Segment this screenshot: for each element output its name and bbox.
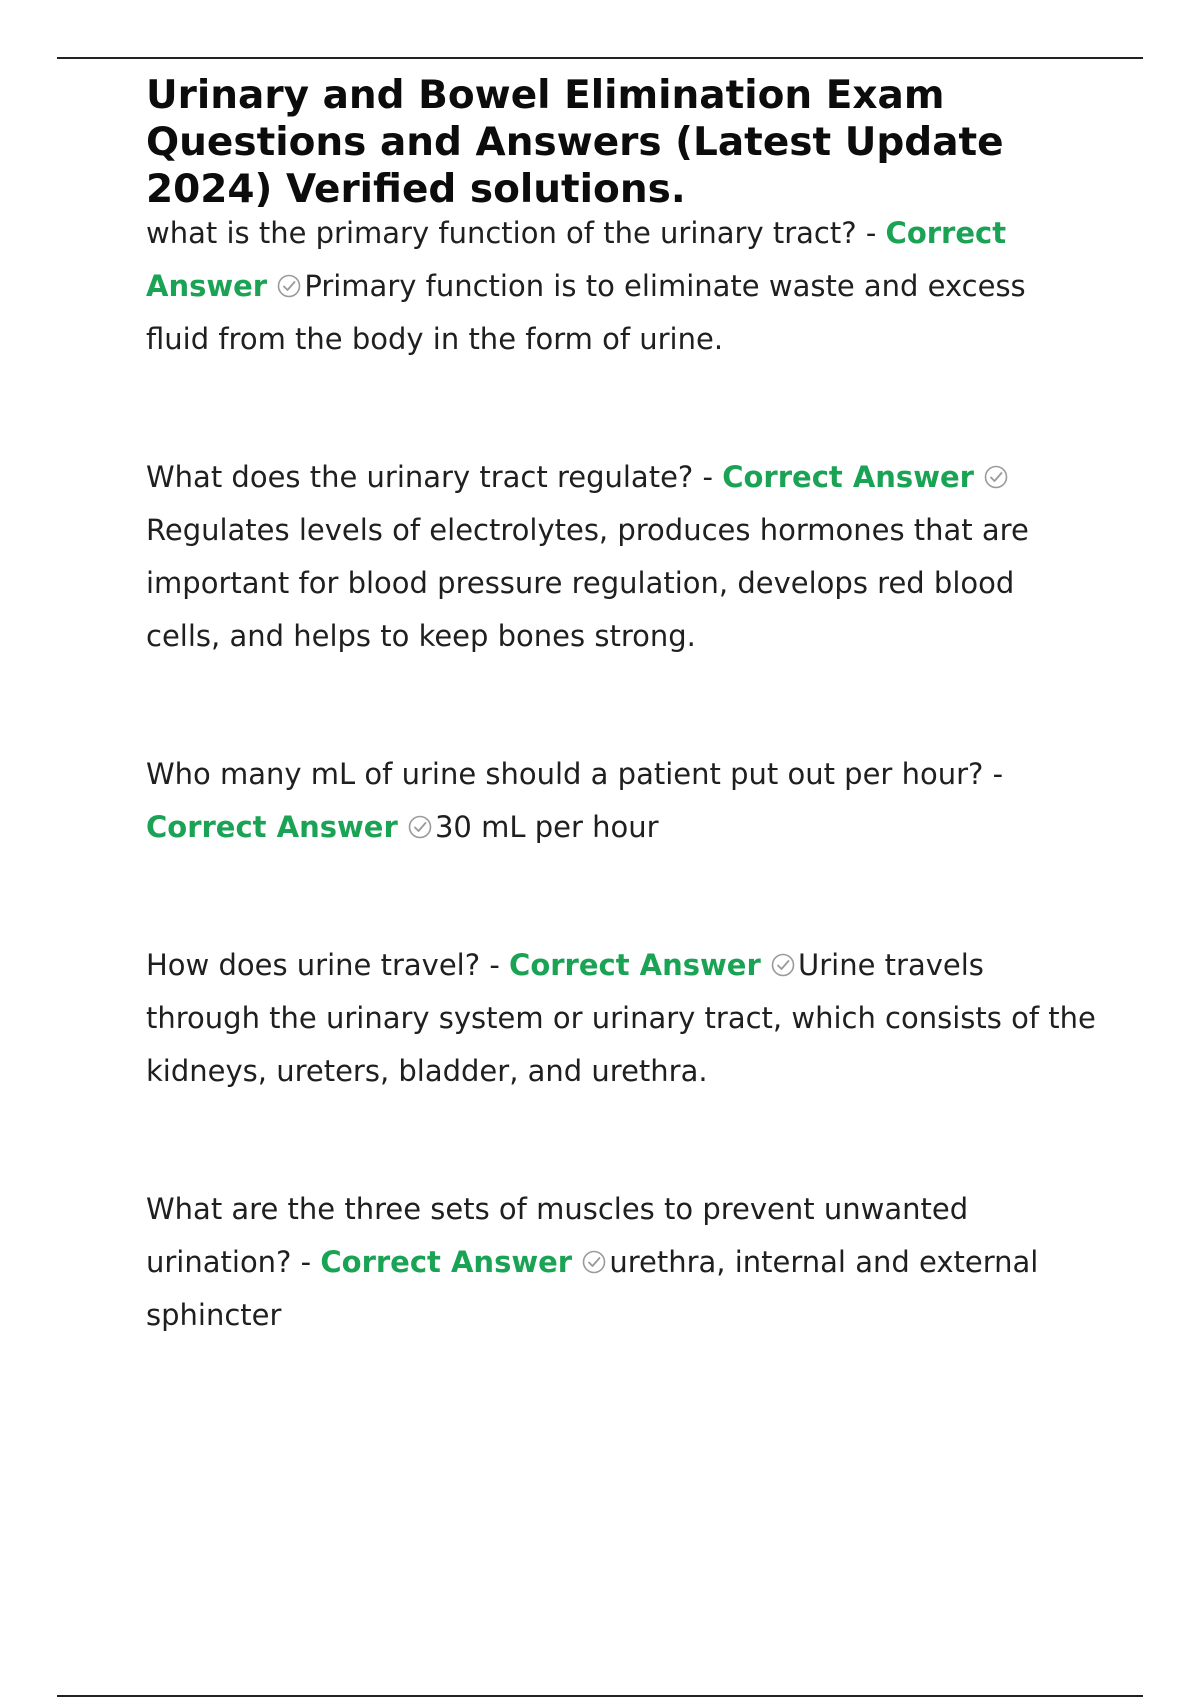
separator: - [856, 216, 886, 250]
qa-item [146, 207, 1096, 366]
answer-text: 30 mL per hour [434, 810, 659, 844]
correct-answer-label: Correct Answer [146, 216, 1007, 303]
question-text: What are the three sets of muscles to prevent unwanted urination? [146, 1192, 969, 1279]
separator: - [291, 1245, 321, 1279]
answer-text: urethra, internal and external sphincter [146, 1245, 1039, 1332]
question-text: How does urine travel? [146, 948, 481, 982]
check-circle-icon [407, 814, 433, 840]
question-text: What does the urinary tract regulate? [146, 460, 694, 494]
check-circle-icon [581, 1249, 607, 1275]
qa-item [146, 451, 1096, 663]
check-circle-icon [983, 464, 1009, 490]
correct-answer-label: Correct Answer [722, 460, 974, 494]
answer-text: Primary function is to eliminate waste and excess fluid from the body in the form of urine. [146, 269, 1026, 356]
question-text: what is the primary function of the urinary tract? [146, 216, 857, 250]
correct-answer-label: Correct Answer [320, 1245, 573, 1279]
qa-item [146, 939, 1096, 1098]
check-circle-icon [770, 952, 796, 978]
document-body [146, 72, 1096, 1342]
check-circle-icon [276, 273, 302, 299]
separator: - [480, 948, 510, 982]
qa-item [146, 748, 1096, 854]
separator: - [983, 757, 1004, 791]
top-rule [57, 57, 1143, 59]
answer-text: Regulates levels of electrolytes, produces hormones that are important for blood pressure regulation, develops red blood cells, and helps to keep bones strong. [146, 513, 1029, 653]
bottom-rule [57, 1695, 1143, 1697]
qa-item [146, 1183, 1096, 1342]
document-title: Urinary and Bowel Elimination Exam Questions and Answers (Latest Update 2024) Verified solutions. [146, 73, 1004, 212]
correct-answer-label: Correct Answer [509, 948, 761, 982]
answer-text: Urine travels through the urinary system or urinary tract, which consists of the kidneys, ureters, bladder, and urethra. [146, 948, 1096, 1088]
correct-answer-label: Correct Answer [146, 810, 398, 844]
question-text: Who many mL of urine should a patient put out per hour? [146, 757, 984, 791]
separator: - [693, 460, 723, 494]
